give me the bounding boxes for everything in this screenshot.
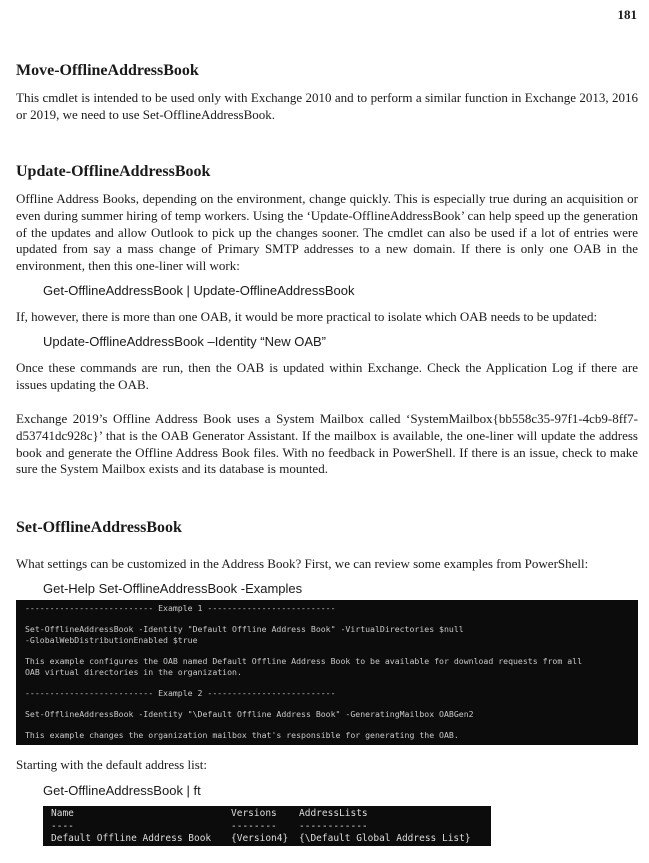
table-underline-addresslists: ------------ (299, 820, 368, 832)
set-oab-paragraph-2: Starting with the default address list: (16, 757, 207, 772)
example-1-description-cont: OAB virtual directories in the organization. (25, 666, 242, 677)
section-title-update-oab: Update-OfflineAddressBook (16, 163, 211, 180)
update-oab-paragraph-3: Once these commands are run, then the OAB is updated within Exchange. Check the Application Log if there are issues updating the OAB. (16, 360, 638, 392)
example-1-command-cont: -GlobalWebDistributionEnabled $true (25, 634, 198, 645)
example-2-command: Set-OfflineAddressBook -Identity "\Default Offline Address Book" -GeneratingMailbox OABGen2 (25, 708, 474, 719)
update-oab-command-1: Get-OfflineAddressBook | Update-OfflineAddressBook (43, 283, 355, 298)
example-1-header: -------------------------- Example 1 -------------------------- (25, 603, 336, 613)
update-oab-command-2: Update-OfflineAddressBook –Identity “New OAB” (43, 334, 327, 349)
example-1-description: This example configures the OAB named Default Offline Address Book to be available for download requests from all (25, 655, 583, 666)
table-cell-name: Default Offline Address Book (51, 833, 212, 844)
set-oab-paragraph-1: What settings can be customized in the Address Book? First, we can review some examples from PowerShell: (16, 556, 589, 571)
set-oab-command-2: Get-OfflineAddressBook | ft (43, 783, 201, 798)
example-2-header: -------------------------- Example 2 -------------------------- (25, 687, 336, 698)
table-header-name: Name (51, 808, 74, 819)
powershell-examples-output (16, 600, 638, 745)
table-cell-versions: {Version4} (231, 833, 289, 844)
update-oab-paragraph-2: If, however, there is more than one OAB, it would be more practical to isolate which OAB needs to be updated: (16, 309, 598, 324)
table-header-addresslists: AddressLists (299, 808, 368, 819)
table-underline-versions: -------- (231, 820, 277, 832)
table-row (51, 833, 491, 846)
table-header-versions: Versions (231, 808, 277, 819)
update-oab-paragraph-4: Exchange 2019’s Offline Address Book uses a System Mailbox called ‘SystemMailbox{bb558c35-97f1-4cb9-8ff7-d53741dc928c}’ that is the OAB Generator Assistant. If the mailbox is available, the one-liner will update the address book and generate the Offline Address Book files. With no feedback in PowerShell. If there is an issue, check to make sure the System Mailbox exists and its database is mounted. (16, 411, 638, 477)
update-oab-paragraph-1: Offline Address Books, depending on the environment, change quickly. This is especially true during an acquisition or even during summer hiring of temp workers. Using the ‘Update-OfflineAddressBook’ can help speed up the generation of the updates and allow Outlook to pick up the changes sooner. The cmdlet can also be used if a lot of entries were updated from say a mass change of Primary SMTP addresses to a new domain. If there is only one OAB in the environment, then this one-liner will work: (16, 191, 638, 274)
move-oab-paragraph: This cmdlet is intended to be used only with Exchange 2010 and to perform a similar function in Exchange 2013, 2016 or 2019, we need to use Set-OfflineAddressBook. (16, 90, 638, 122)
table-underline-name: ---- (51, 820, 74, 832)
table-cell-addresslists: {\Default Global Address List} (299, 833, 471, 844)
oab-table-output (43, 806, 491, 846)
table-header-row (51, 808, 491, 821)
set-oab-command-1: Get-Help Set-OfflineAddressBook -Examples (43, 581, 303, 596)
table-underline-row (51, 821, 491, 834)
section-title-set-oab: Set-OfflineAddressBook (16, 519, 182, 536)
page-number: 181 (617, 7, 637, 22)
section-title-move-oab: Move-OfflineAddressBook (16, 62, 199, 79)
example-2-description: This example changes the organization mailbox that's responsible for generating the OAB. (25, 730, 459, 741)
example-1-command: Set-OfflineAddressBook -Identity "Default Offline Address Book" -VirtualDirectories $null (25, 624, 464, 635)
